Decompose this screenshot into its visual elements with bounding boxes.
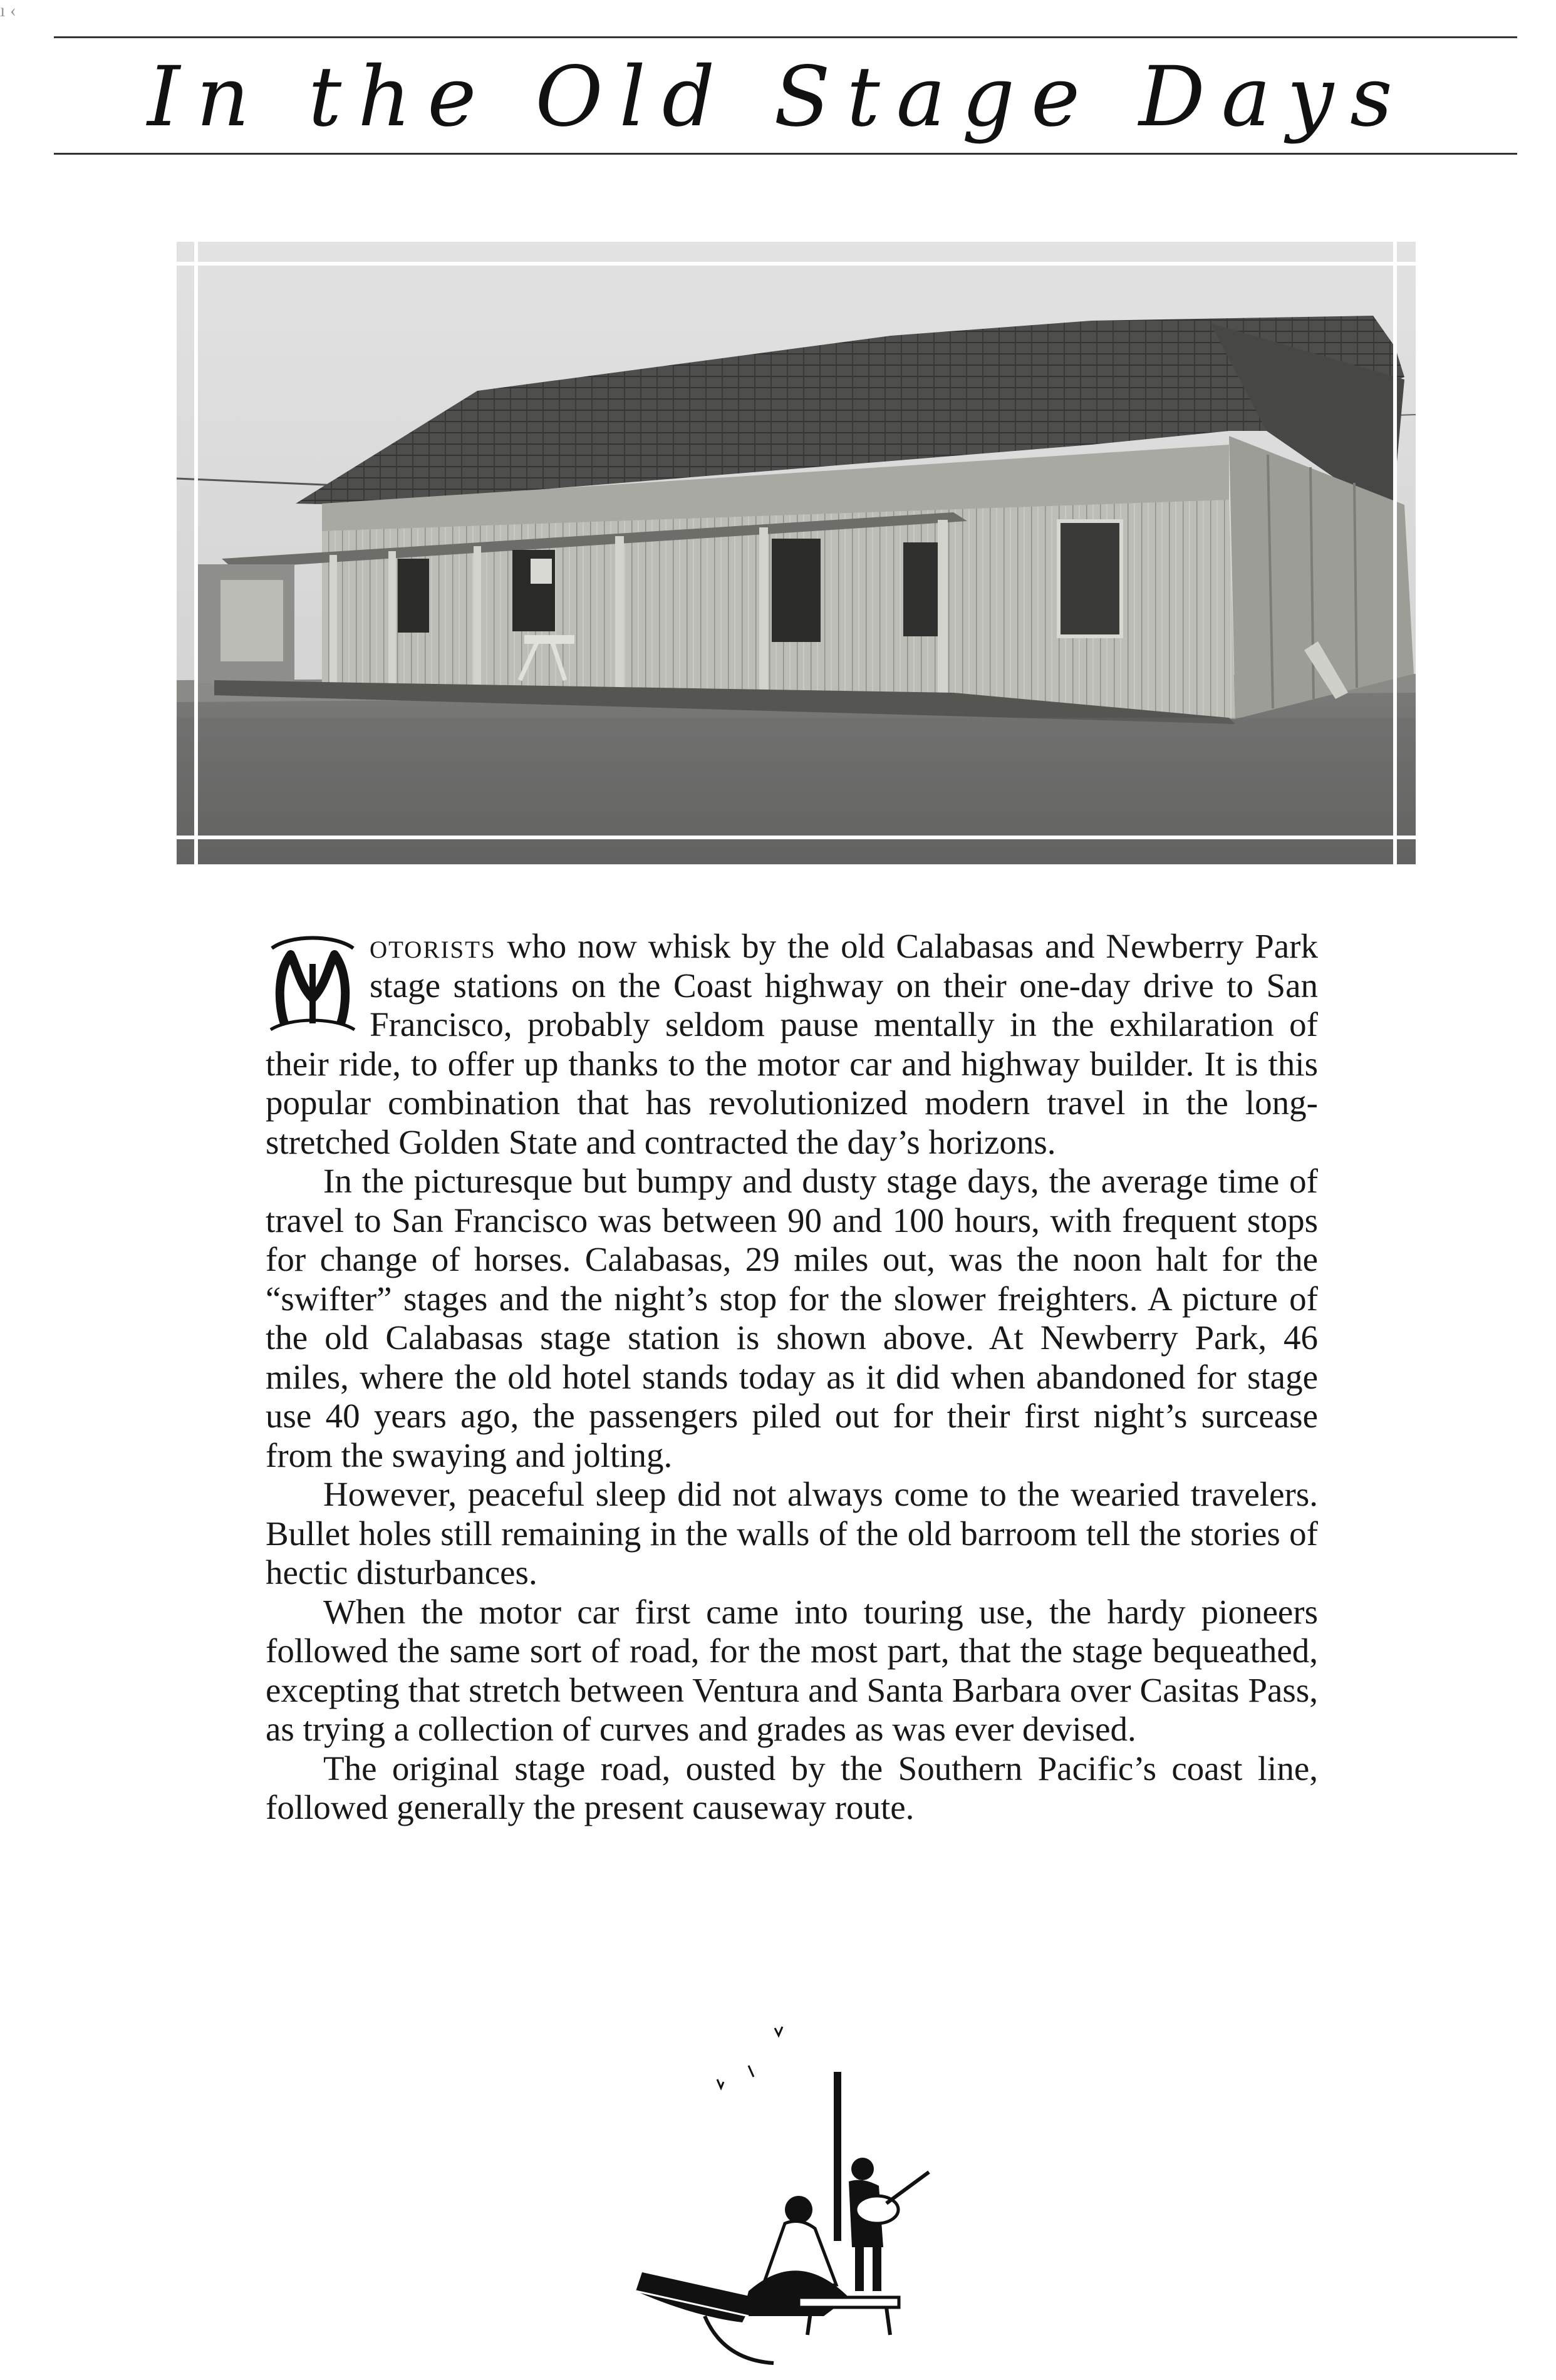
paragraph-4: When the motor car first came into touring use, the hardy pioneers followed the same sort of road, for the most part, that the stage bequeathed, excepting that stretch between Ventura and Santa Barbara over Casitas Pass, as trying a collection of curves and grades as was ever devised. (266, 1592, 1318, 1748)
top-rule (54, 36, 1517, 38)
stage-station-photo (177, 242, 1416, 864)
paragraph-3: However, peaceful sleep did not always come to the wearied travelers. Bullet holes still remaining in the walls of the old barroom tell the stories of hectic disturbances. (266, 1475, 1318, 1591)
paragraph-1-text: who now whisk by the old Calabasas and Newberry Park stage stations on the Coast highway on their one-day drive to San Francisco, probably seldom pause mentally in the exhilaration of their ride, to offer up thanks to the motor car and highway builder. It is this popular combination that has revolutionized modern travel in the long-stretched Golden State and contracted the day’s horizons. (266, 927, 1318, 1161)
paragraph-2: In the picturesque but bumpy and dusty stage days, the average time of travel to San Francisco was between 90 and 100 hours, with frequent stops for change of horses. Calabasas, 29 miles out, was the noon halt for the “swifter” stages and the night’s stop for the slower freighters. A picture of the old Calabasas stage station is shown above. At Newberry Park, 46 miles, where the old hotel stands today as it did when abandoned for stage use 40 years ago, the passengers piled out for their first night’s surcease from the swaying and jolting. (266, 1162, 1318, 1474)
paragraph-1 (266, 927, 1318, 1162)
vignette-illustration (630, 2022, 968, 2372)
photo-frame-line-bottom (177, 836, 1416, 839)
first-word: otorists (370, 927, 496, 965)
pole (834, 2072, 841, 2241)
paragraph-5: The original stage road, ousted by the Southern Pacific’s coast line, followed generally the present causeway route. (266, 1749, 1318, 1826)
scan-mark: ı ‹ (0, 0, 16, 21)
photo-illustration (177, 242, 1416, 864)
page-title: In the Old Stage Days (147, 49, 1409, 145)
title-underline-rule (54, 153, 1517, 155)
photo-frame-line-top (177, 262, 1416, 266)
photo-frame-line-left (194, 242, 198, 864)
article-body (266, 927, 1318, 1828)
dropcap-m-ornament (266, 929, 360, 1036)
photo-frame-line-right (1393, 242, 1397, 864)
